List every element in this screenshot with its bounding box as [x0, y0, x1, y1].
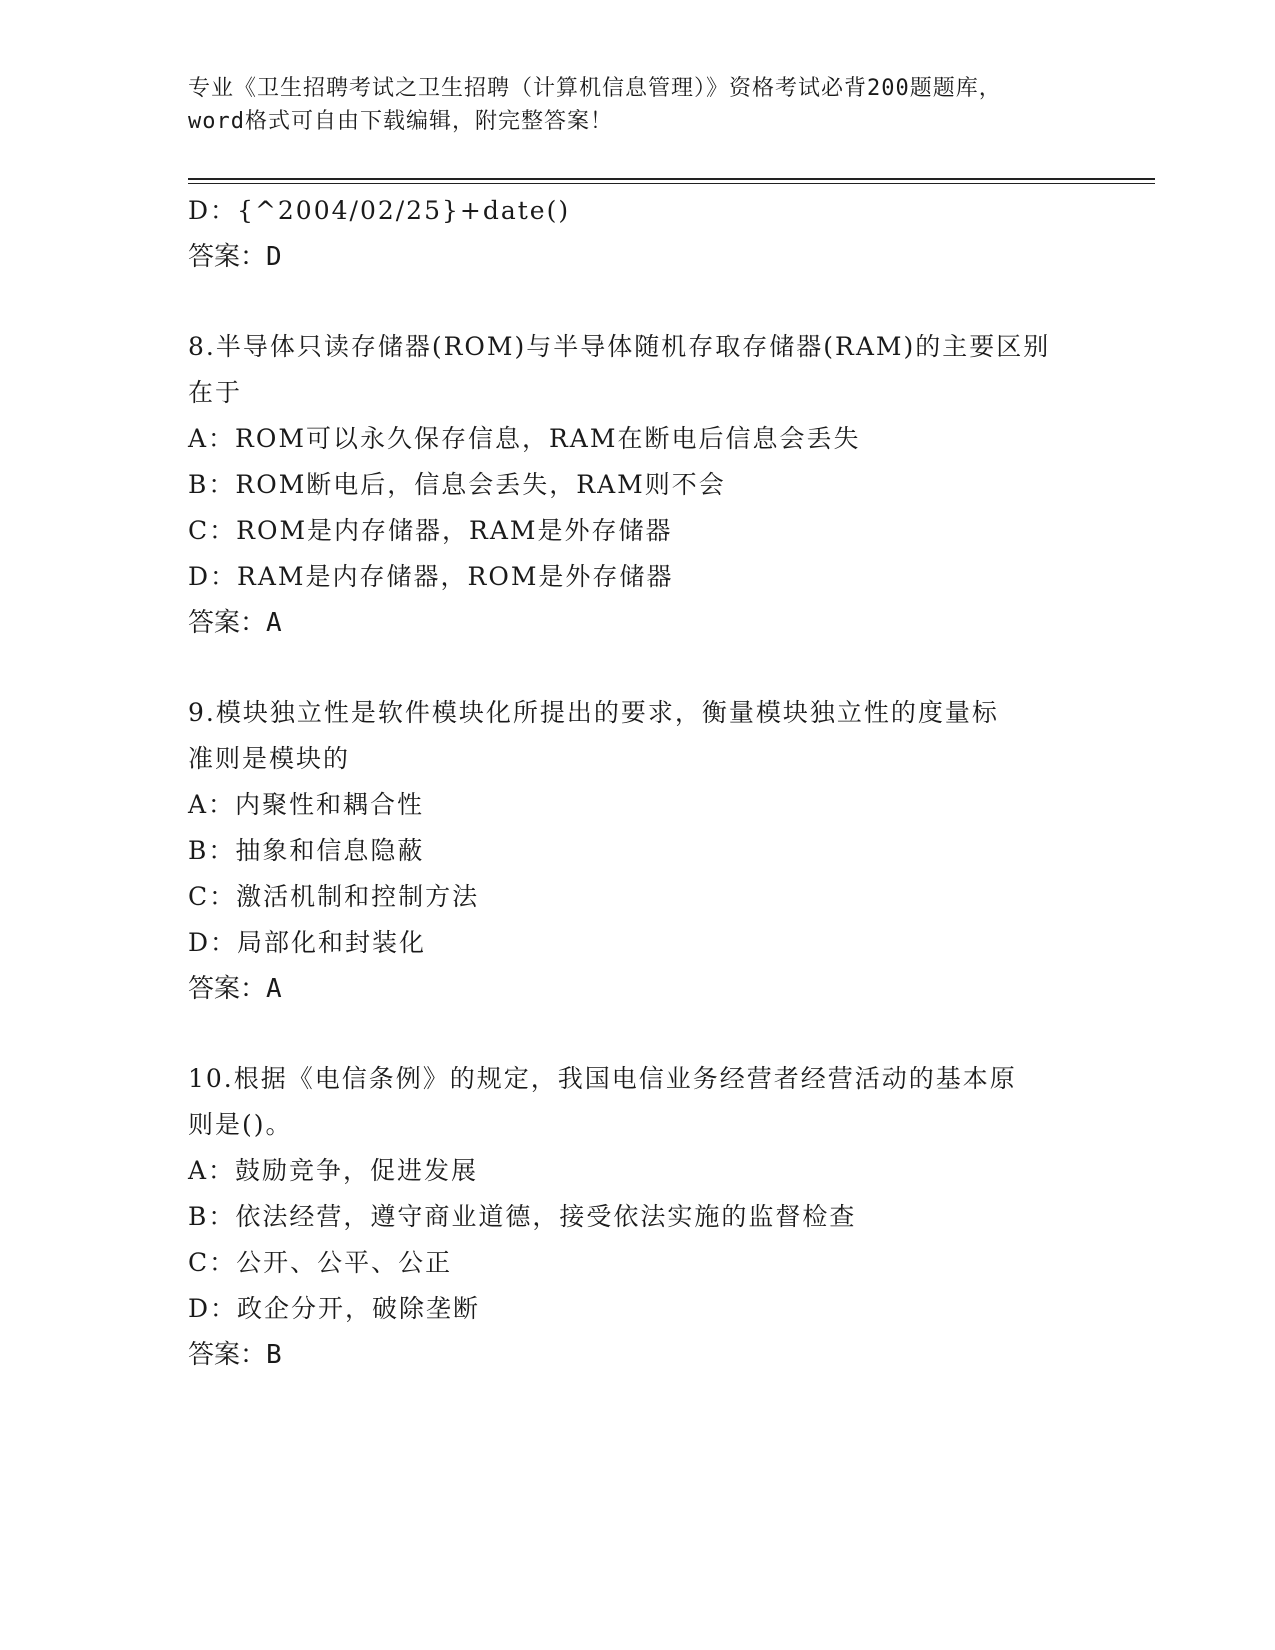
- question-text-line-2: 准则是模块的: [188, 744, 351, 773]
- header-rule-thick: [188, 178, 1155, 180]
- option-d: D：政企分开，破除垄断: [188, 1294, 481, 1323]
- question-text-line-2: 在于: [188, 378, 243, 407]
- answer-line: 答案：D: [188, 242, 282, 272]
- option-a: A：内聚性和耦合性: [188, 790, 425, 819]
- question-list: [188, 188, 1088, 1378]
- question-10: [188, 1056, 1088, 1378]
- option-c: C：激活机制和控制方法: [188, 882, 480, 911]
- answer-line: 答案：A: [188, 608, 282, 638]
- question-text-line-1: 10.根据《电信条例》的规定，我国电信业务经营者经营活动的基本原: [188, 1064, 1017, 1093]
- answer-line: 答案：A: [188, 974, 282, 1004]
- option-a: A：ROM可以永久保存信息，RAM在断电后信息会丢失: [188, 424, 861, 453]
- question-8: [188, 324, 1088, 646]
- option-c: C：公开、公平、公正: [188, 1248, 453, 1277]
- document-header: [188, 72, 1188, 138]
- option-d: D：局部化和封装化: [188, 928, 427, 957]
- header-rule-thin: [188, 183, 1155, 184]
- header-line-2: word格式可自由下载编辑，附完整答案！: [188, 109, 613, 134]
- question-text-line-2: 则是()。: [188, 1110, 293, 1139]
- option-b: B：抽象和信息隐蔽: [188, 836, 425, 865]
- option-a: A：鼓励竞争，促进发展: [188, 1156, 479, 1185]
- option-d: D：RAM是内存储器，ROM是外存储器: [188, 562, 674, 591]
- option-c: C：ROM是内存储器，RAM是外存储器: [188, 516, 673, 545]
- option-b: B：ROM断电后，信息会丢失，RAM则不会: [188, 470, 726, 499]
- question-text-line-1: 9.模块独立性是软件模块化所提出的要求，衡量模块独立性的度量标: [188, 698, 999, 727]
- answer-line: 答案：B: [188, 1340, 282, 1370]
- option-b: B：依法经营，遵守商业道德，接受依法实施的监督检查: [188, 1202, 857, 1231]
- question-9: [188, 690, 1088, 1012]
- previous-question-tail: [188, 188, 1088, 280]
- header-line-1: 专业《卫生招聘考试之卫生招聘（计算机信息管理）》资格考试必背200题题库，: [188, 76, 1002, 101]
- question-text-line-1: 8.半导体只读存储器(ROM)与半导体随机存取存储器(RAM)的主要区别: [188, 332, 1051, 361]
- option-d: D：{^2004/02/25}+date(): [188, 196, 571, 225]
